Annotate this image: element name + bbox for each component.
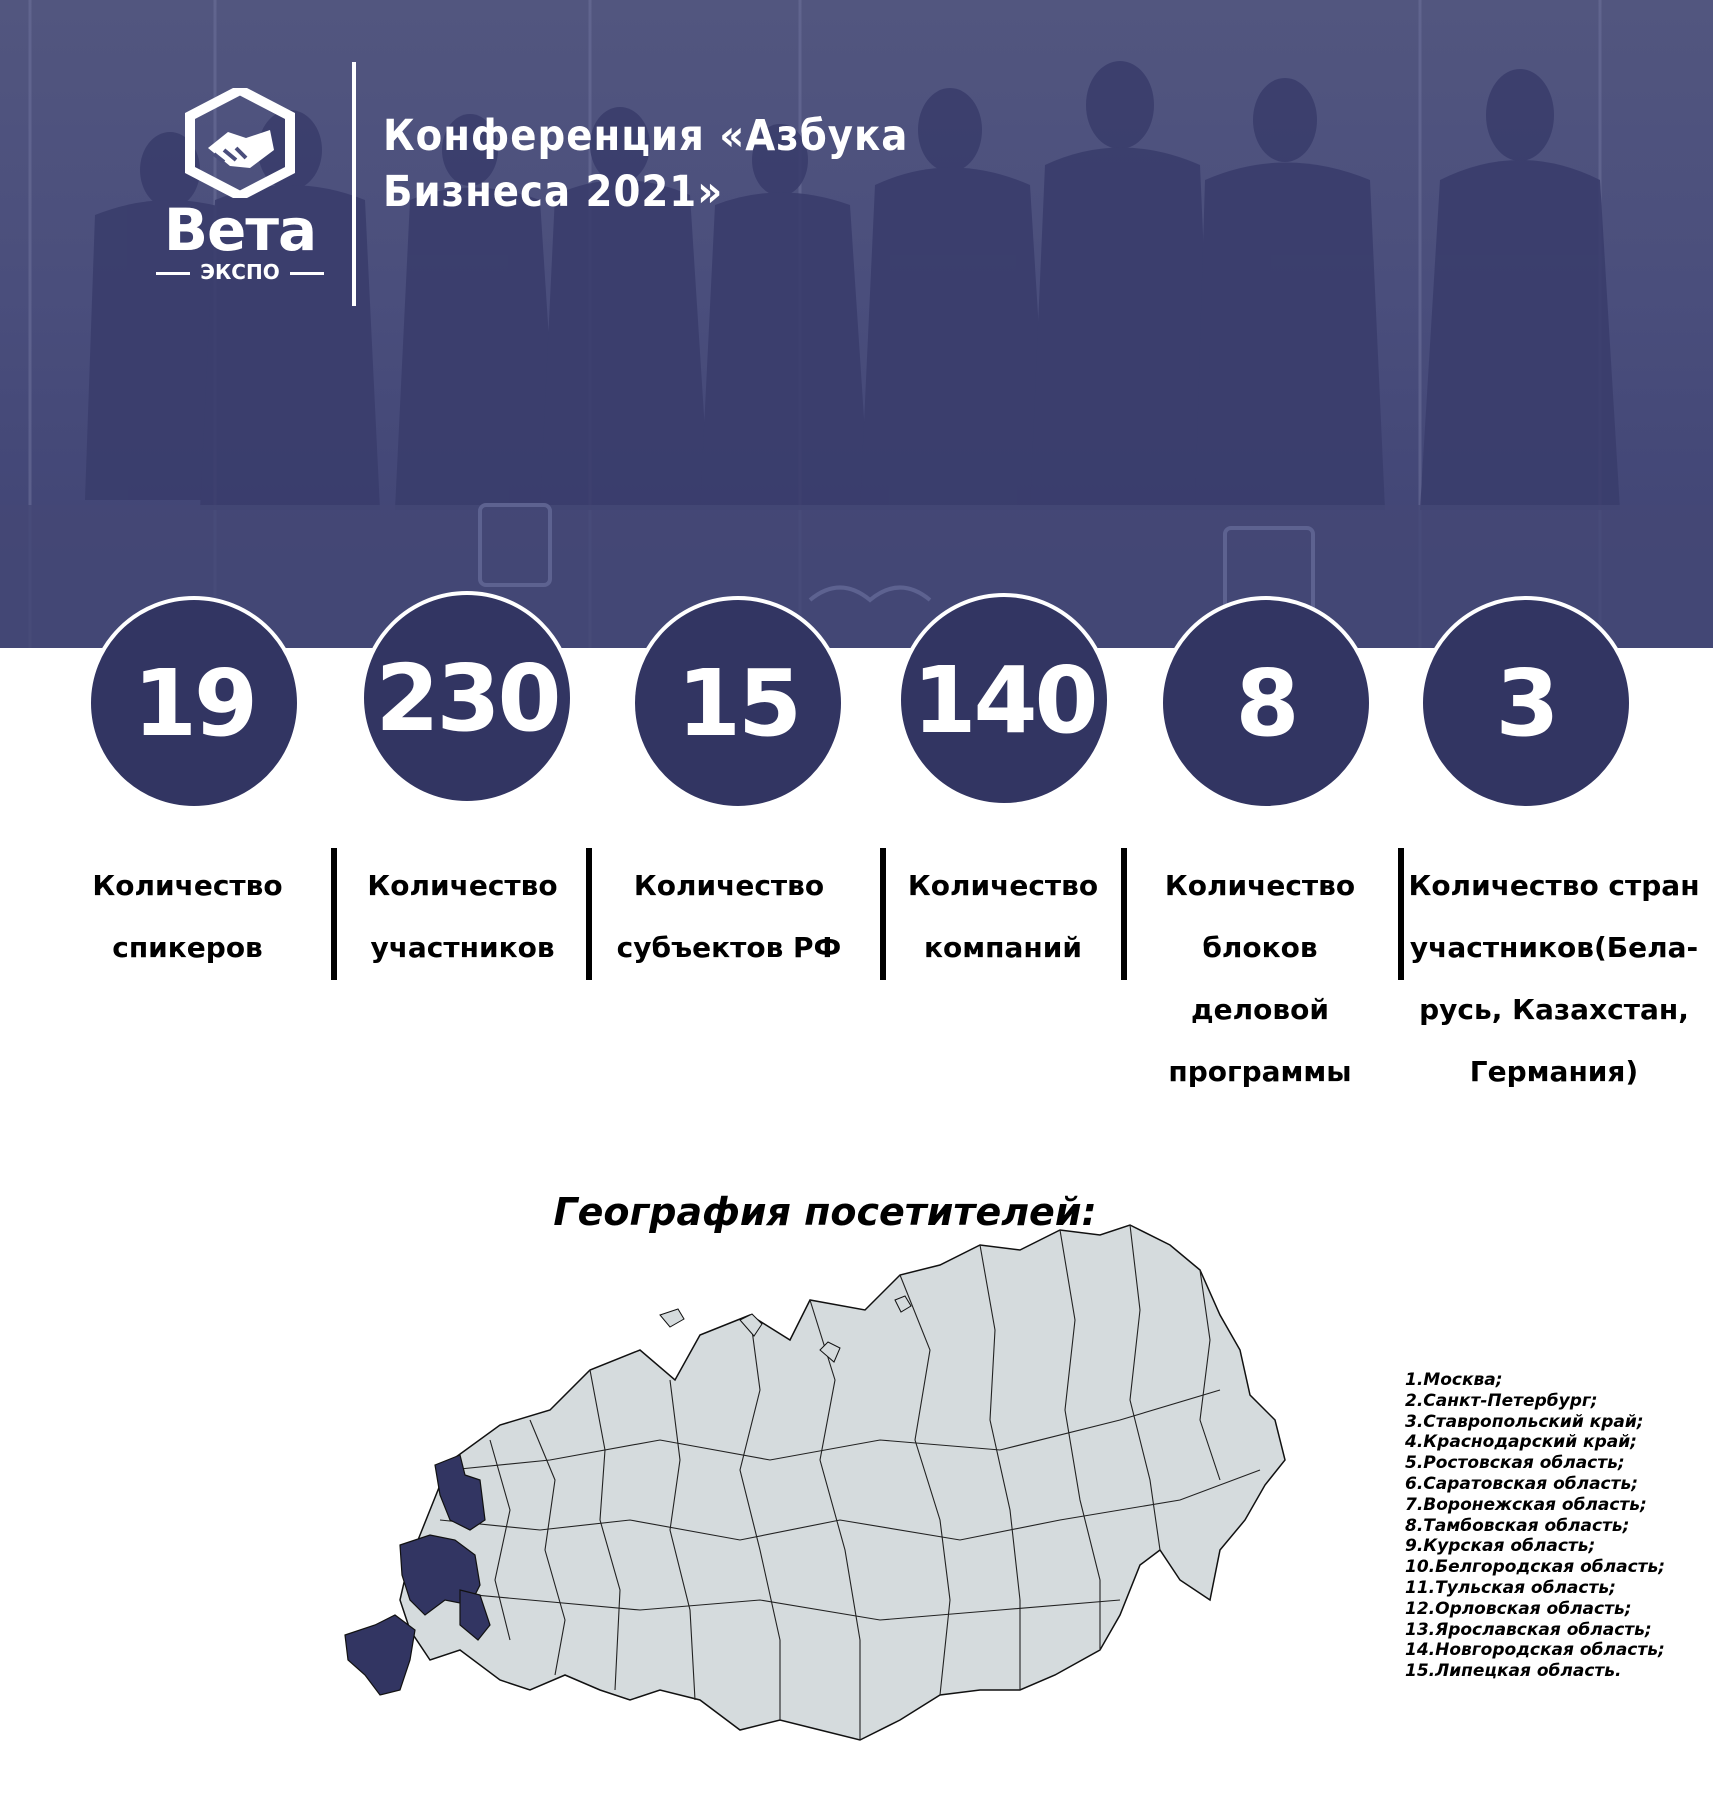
list-item: 14.Новгородская область;: [1405, 1640, 1665, 1661]
stat-separator: [586, 848, 592, 980]
stat-value-countries: 3: [1419, 596, 1633, 810]
list-item: 15.Липецкая область.: [1405, 1661, 1622, 1682]
highlighted-regions-south: [345, 1615, 415, 1695]
list-item: 1.Москва;: [1405, 1370, 1503, 1390]
stat-separator: [880, 848, 886, 980]
stat-label-countries: Количество стран участников(Бела-русь, Казахстан, Германия): [1408, 869, 1700, 1088]
stat-value-program-blocks: 8: [1159, 596, 1373, 810]
stat-label-speakers: Количество спикеров: [92, 869, 283, 964]
page-title: Конференция «Азбука Бизнеса 2021»: [383, 111, 909, 217]
stat-value-participants: 230: [360, 591, 574, 805]
stat-separator: [331, 848, 337, 980]
stat-label-companies: Количество компаний: [907, 869, 1099, 964]
list-item: 10.Белгородская область;: [1405, 1557, 1666, 1578]
stat-separator: [1398, 848, 1404, 980]
geography-title: География посетителей:: [553, 1190, 1097, 1234]
list-item: 6.Саратовская область;: [1405, 1473, 1639, 1494]
regions-list: [1405, 1370, 1665, 1682]
list-item: 11.Тульская область;: [1405, 1577, 1616, 1598]
list-item: 4.Краснодарский край;: [1405, 1432, 1637, 1453]
list-item: 7.Воронежская область;: [1405, 1494, 1647, 1515]
stat-label-program-blocks: Количество блоков деловой программы: [1164, 869, 1356, 1088]
list-item: 8.Тамбовская область;: [1405, 1515, 1630, 1536]
logo: [150, 88, 330, 288]
list-item: 13.Ярославская область;: [1405, 1619, 1652, 1640]
hero-banner: [0, 0, 1713, 648]
russia-map-land: [400, 1225, 1285, 1740]
stat-value-companies: 140: [897, 593, 1111, 807]
stat-label-participants: Количество участников: [367, 869, 558, 964]
list-item: 9.Курская область;: [1405, 1536, 1596, 1557]
russia-map: [340, 1220, 1300, 1790]
logo-rule-right: [290, 272, 324, 275]
stat-value-regions: 15: [631, 596, 845, 810]
header-divider: [352, 62, 356, 306]
handshake-hexagon-icon: [150, 88, 330, 198]
list-item: 5.Ростовская область;: [1405, 1453, 1625, 1474]
stat-label-regions: Количество субъектов РФ: [616, 869, 842, 964]
stat-value-speakers: 19: [87, 596, 301, 810]
list-item: 12.Орловская область;: [1405, 1598, 1632, 1619]
list-item: 2.Санкт-Петербург;: [1405, 1390, 1598, 1411]
list-item: 3.Ставропольский край;: [1405, 1411, 1644, 1432]
stat-separator: [1121, 848, 1127, 980]
logo-name: Вета: [163, 196, 317, 264]
logo-subtitle: ЭКСПО: [200, 260, 280, 284]
